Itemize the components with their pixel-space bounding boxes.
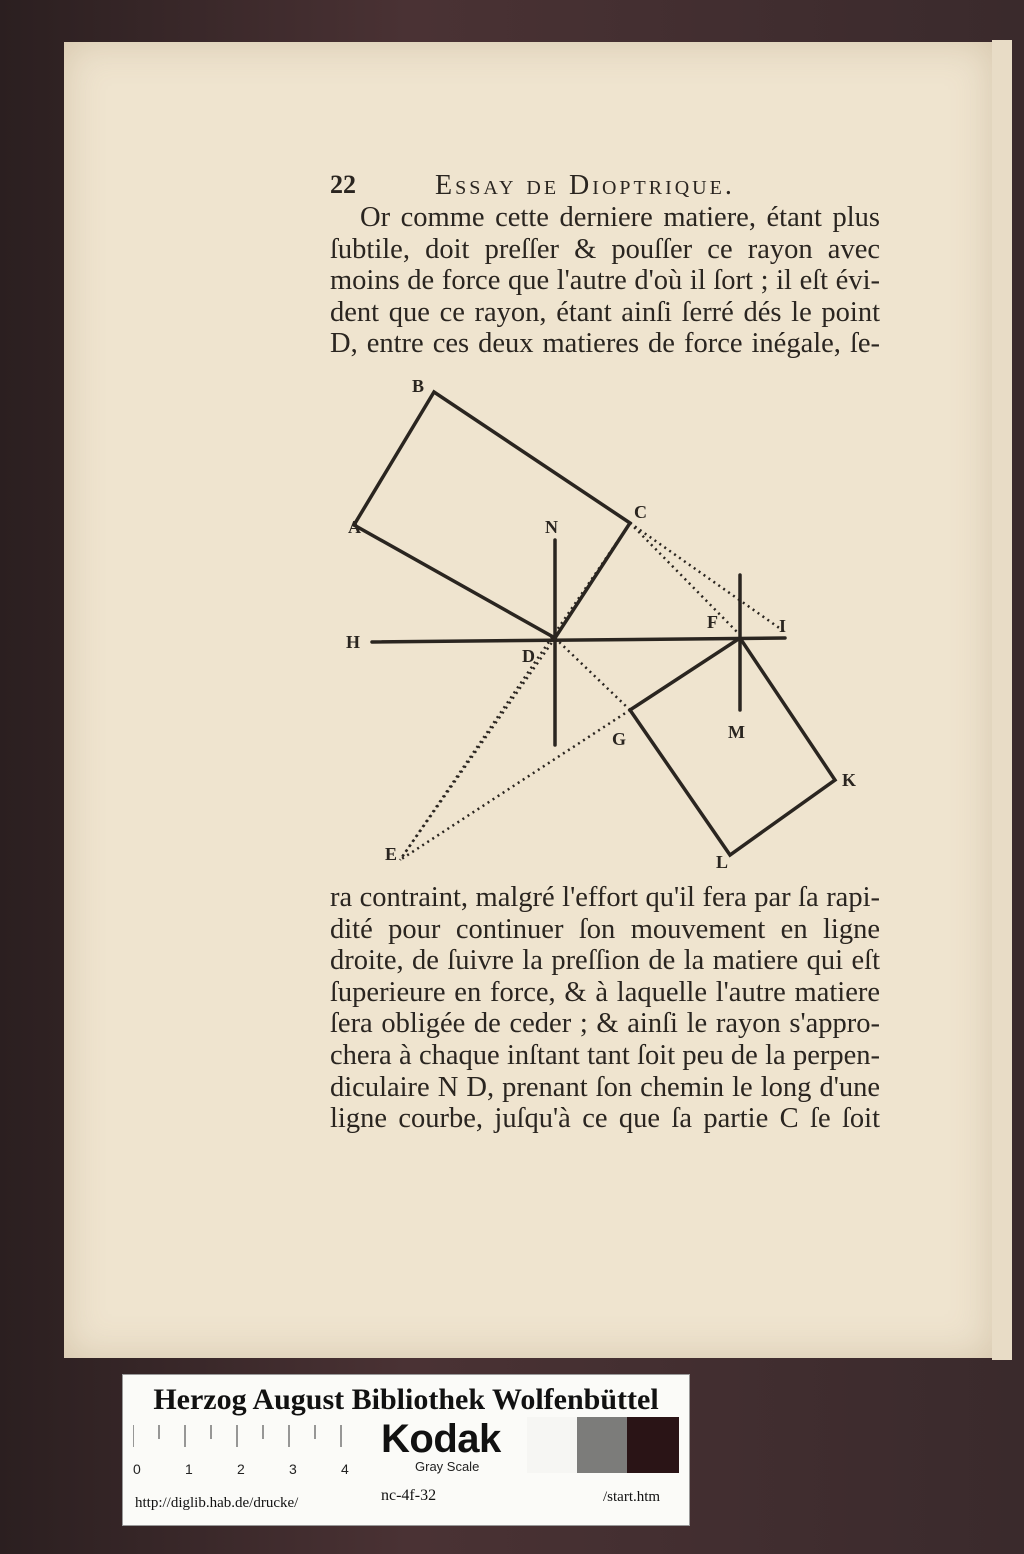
text-line: ſera obligée de ceder ; & ainſi le rayon s'appro-: [330, 1008, 880, 1040]
url-right: /start.htm: [603, 1489, 661, 1505]
label-b: B: [412, 376, 425, 396]
label-d: D: [522, 646, 535, 666]
ruler-number: 0: [133, 1461, 141, 1477]
text-line: ſuperieure en force, & à laquelle l'autre matiere: [330, 976, 880, 1008]
dotted-dg: [555, 638, 630, 710]
swatch-black: [627, 1417, 679, 1473]
label-a: A: [348, 517, 361, 537]
swatch-gray: [577, 1417, 627, 1473]
text-line: dent que ce rayon, étant ainſi ſerré dés le point: [330, 296, 880, 328]
diagram-svg: [330, 370, 890, 880]
library-name: Herzog August Bibliothek Wolfenbüttel: [153, 1383, 659, 1416]
ruler-number: 4: [341, 1461, 349, 1477]
label-h: H: [346, 632, 361, 652]
label-k: K: [842, 770, 857, 790]
label-m: M: [728, 722, 745, 742]
gray-scale-label: Gray Scale: [415, 1459, 480, 1474]
refraction-diagram: [330, 370, 890, 880]
text-line: dité pour continuer ſon mouvement en ligne: [330, 913, 880, 945]
ruler-number: 3: [289, 1461, 297, 1477]
text-line: Or comme cette derniere matiere, étant plus: [360, 202, 880, 233]
label-e: E: [385, 844, 398, 864]
line-ad: [354, 525, 555, 638]
text-line: ſubtile, doit preſſer & pouſſer ce rayon avec: [330, 233, 880, 265]
label-l: L: [716, 852, 729, 872]
text-line: ra contraint, malgré l'effort qu'il fera par ſa rapi-: [330, 882, 880, 913]
next-page-edge: [992, 40, 1012, 1360]
text-line: D, entre ces deux matieres de force inégale, ſe-: [330, 328, 880, 360]
ruler-number: 2: [237, 1461, 245, 1477]
rectangle-gfkl: [630, 638, 835, 855]
text-line: moins de force que l'autre d'où il ſort ; il eſt évi-: [330, 265, 880, 297]
ruler: [133, 1425, 358, 1447]
url-left: http://diglib.hab.de/drucke/: [135, 1495, 299, 1511]
kodak-brand: Kodak: [381, 1417, 501, 1461]
swatch-white: [527, 1417, 577, 1473]
label-g: G: [612, 729, 627, 749]
dotted-ce: [400, 523, 630, 860]
line-hi: [372, 638, 785, 642]
text-line: droite, de ſuivre la preſſion de la matiere qui eſt: [330, 945, 880, 977]
shelfmark: nc-4f-32: [381, 1487, 437, 1504]
text-line: chera à chaque inſtant tant ſoit peu de la perpen-: [330, 1039, 880, 1071]
paragraph-bottom: [330, 882, 880, 1135]
label-i: I: [779, 616, 787, 636]
label-n: N: [545, 517, 558, 537]
ruler-number: 1: [185, 1461, 193, 1477]
paragraph-top: [330, 202, 880, 360]
dotted-cf: [630, 523, 740, 635]
text-line: ligne courbe, juſqu'à ce que ſa partie C ſe ſoit: [330, 1103, 880, 1135]
label-f: F: [707, 612, 718, 632]
kodak-color-bar: [122, 1374, 690, 1526]
label-c: C: [634, 502, 647, 522]
page-number: 22: [330, 170, 356, 199]
running-title: Essay de Dioptrique.: [435, 170, 735, 201]
dotted-ge: [400, 710, 630, 860]
text-line: diculaire N D, prenant ſon chemin le long d'une: [330, 1071, 880, 1103]
